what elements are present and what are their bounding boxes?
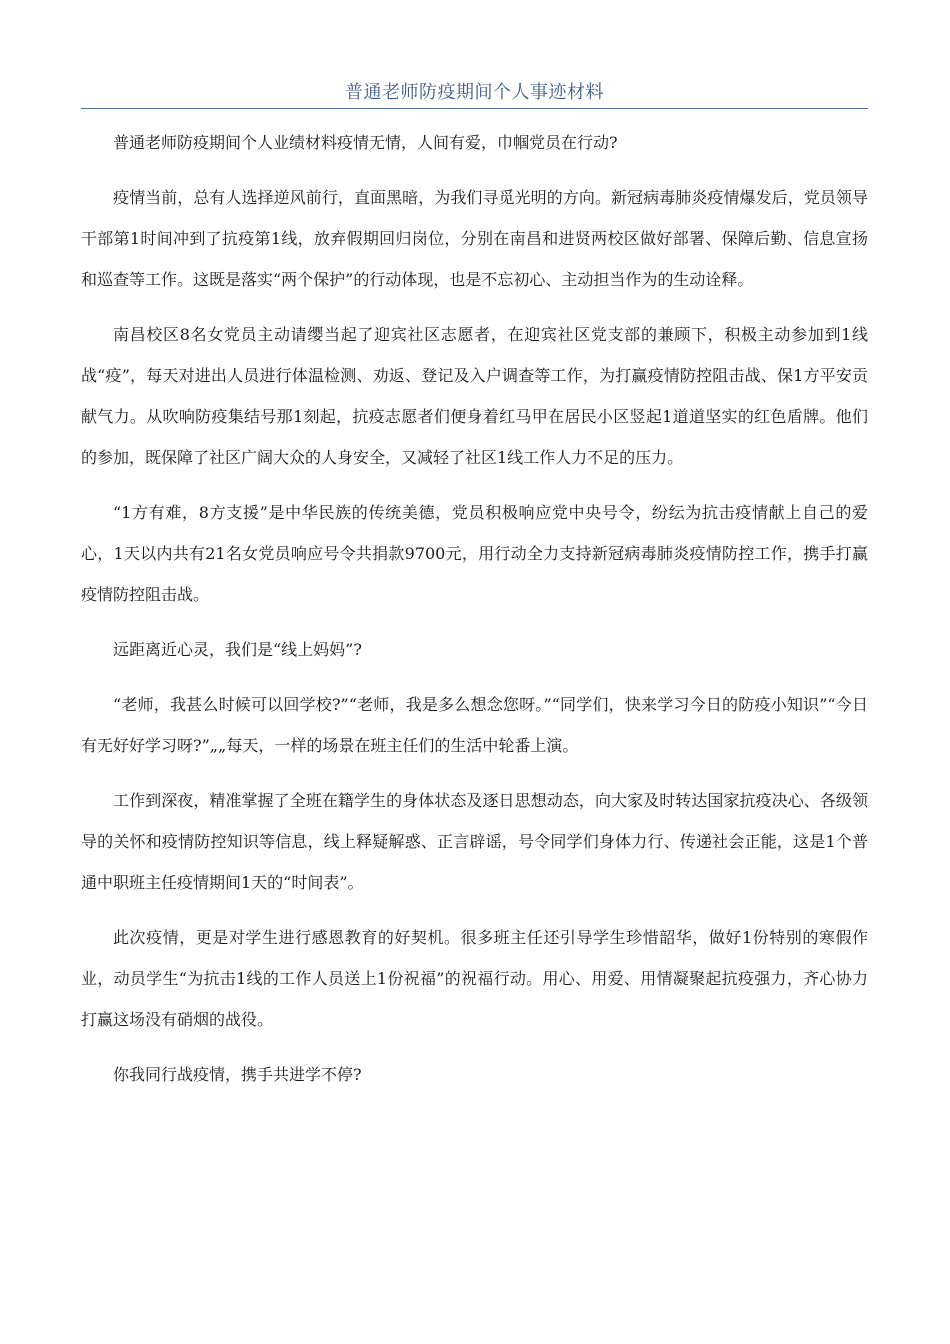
paragraph-7: 工作到深夜，精准掌握了全班在籍学生的身体状态及逐日思想动态，向大家及时转达国家抗疫决心、各级领导的关怀和疫情防控知识等信息，线上释疑解惑、正言辟谣，号令同学们身体力行、传递社会正能，这是1个普通中职班主任疫情期间1天的“时间表”。 <box>81 791 868 892</box>
paragraph-9: 你我同行战疫情，携手共进学不停? <box>113 1065 362 1084</box>
paragraph-6: “老师，我甚么时候可以回学校?”“老师，我是多么想念您呀。”“同学们，快来学习今日的防疫小知识”“今日有无好好学习呀?”„„每天，一样的场景在班主任们的生活中轮番上演。 <box>81 695 868 755</box>
paragraph-2: 疫情当前，总有人选择逆风前行，直面黑暗，为我们寻觅光明的方向。新冠病毒肺炎疫情爆发后，党员领导干部第1时间冲到了抗疫第1线，放弃假期回归岗位，分别在南昌和进贤两校区做好部署、保障后勤、信息宣扬和巡查等工作。这既是落实“两个保护”的行动体现，也是不忘初心、主动担当作为的生动诠释。 <box>81 188 868 289</box>
paragraph-3: 南昌校区8名女党员主动请缨当起了迎宾社区志愿者，在迎宾社区党支部的兼顾下，积极主动参加到1线战“疫”，每天对进出人员进行体温检测、劝返、登记及入户调查等工作，为打赢疫情防控阻击战、保1方平安贡献气力。从吹响防疫集结号那1刻起，抗疫志愿者们便身着红马甲在居民小区竖起1道道坚实的红色盾牌。他们的参加，既保障了社区广阔大众的人身安全，又减轻了社区1线工作人力不足的压力。 <box>81 325 868 467</box>
paragraph-1: 普通老师防疫期间个人业绩材料疫情无情，人间有爱，巾帼党员在行动? <box>113 133 618 152</box>
paragraph-5: 远距离近心灵，我们是“线上妈妈”? <box>113 640 362 659</box>
document-title: 普通老师防疫期间个人事迹材料 <box>345 82 604 103</box>
paragraph-8: 此次疫情，更是对学生进行感恩教育的好契机。很多班主任还引导学生珍惜韶华，做好1份特别的寒假作业，动员学生“为抗击1线的工作人员送上1份祝福”的祝福行动。用心、用爱、用情凝聚起抗疫强力，齐心协力打赢这场没有硝烟的战役。 <box>81 928 868 1029</box>
document-body <box>81 122 868 1109</box>
document-header <box>81 80 868 109</box>
paragraph-4: “1方有难，8方支援”是中华民族的传统美德，党员积极响应党中央号令，纷纭为抗击疫情献上自己的爱心，1天以内共有21名女党员响应号令共捐款9700元，用行动全力支持新冠病毒肺炎疫情防控工作，携手打赢疫情防控阻击战。 <box>81 503 868 604</box>
